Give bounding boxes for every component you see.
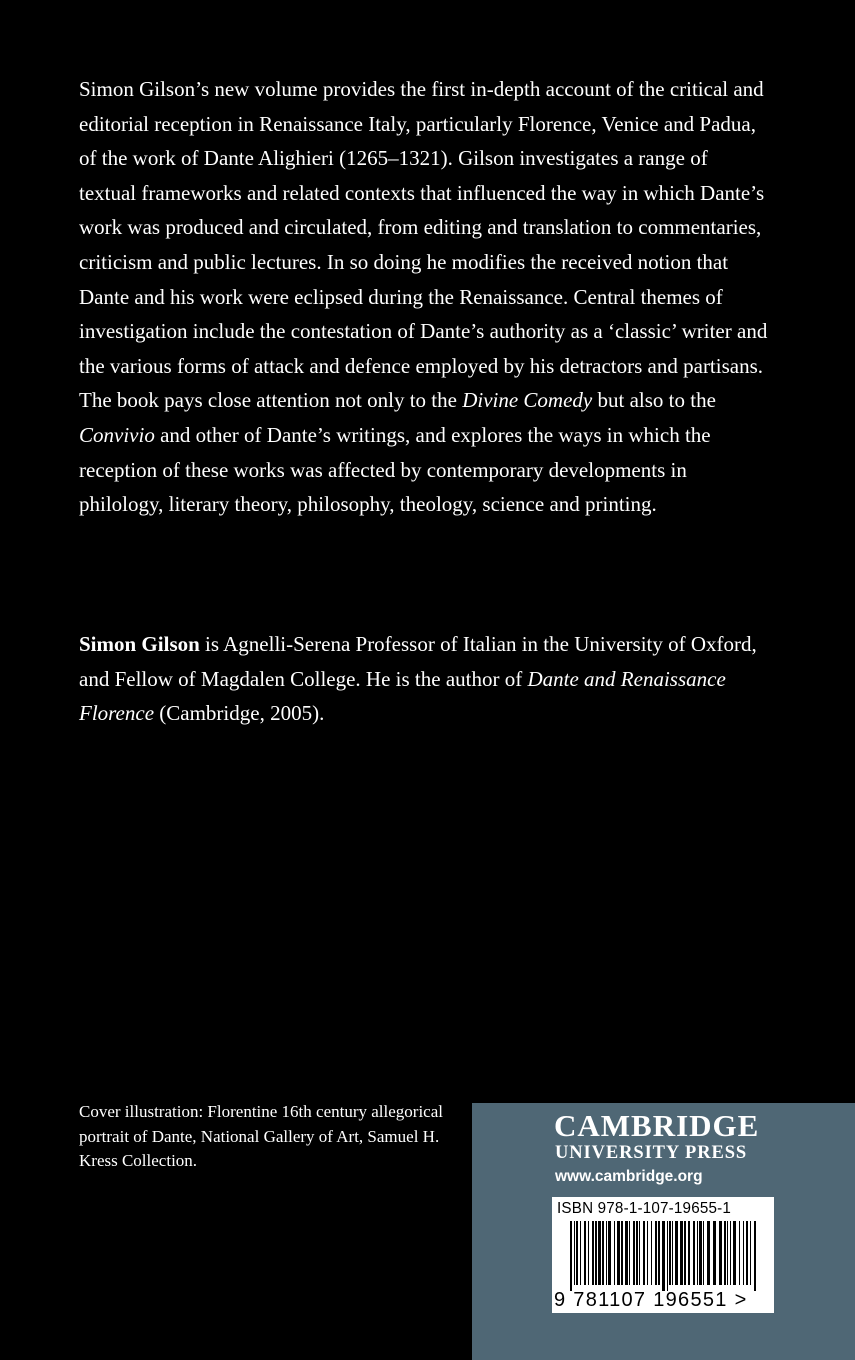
author-name: Simon Gilson	[79, 632, 200, 656]
barcode-bar	[617, 1221, 620, 1285]
barcode-bar	[750, 1221, 751, 1285]
barcode-bar	[667, 1221, 668, 1291]
barcode-bar	[719, 1221, 722, 1285]
barcode-bar	[739, 1221, 740, 1285]
barcode-bar	[592, 1221, 594, 1285]
barcode-bar	[675, 1221, 678, 1285]
barcode-bar	[602, 1221, 604, 1285]
barcode-bar	[606, 1221, 607, 1285]
barcode-bar	[727, 1221, 728, 1285]
barcode-bar	[598, 1221, 601, 1285]
bio-text-1: is Agnelli-Serena Professor of Italian in the University of Oxford, and Fellow of Magdalen College. He is the author of	[79, 632, 757, 691]
barcode-bar	[672, 1221, 673, 1285]
isbn-label: ISBN 978-1-107-19655-1	[557, 1200, 732, 1217]
author-bio	[79, 627, 769, 731]
barcode-bar	[693, 1221, 695, 1285]
barcode-bar	[754, 1221, 756, 1291]
isbn-barcode	[552, 1197, 774, 1313]
barcode-bar	[746, 1221, 748, 1285]
barcode-bar	[580, 1221, 581, 1285]
barcode-bar	[576, 1221, 578, 1285]
description-text-2: but also to the	[592, 388, 716, 413]
barcode-bar	[636, 1221, 638, 1285]
publisher-panel	[472, 1103, 855, 1360]
barcode-bar	[643, 1221, 645, 1285]
barcode-bar	[707, 1221, 710, 1285]
barcode-bar	[730, 1221, 731, 1285]
barcode-bar	[647, 1221, 648, 1285]
barcode-bar	[733, 1221, 736, 1285]
publisher-url: www.cambridge.org	[555, 1168, 703, 1185]
description-text-3: and other of Dante’s writings, and explores the ways in which the reception of these works was affected by contemporary developments in philology, literary theory, philosophy, theology, science and printing.	[79, 422, 711, 517]
barcode-bar	[588, 1221, 589, 1285]
bio-text-2: (Cambridge, 2005).	[154, 701, 325, 726]
barcode-bar	[743, 1221, 744, 1285]
title-divine-comedy: Divine Comedy	[462, 388, 593, 413]
barcode-bar	[651, 1221, 652, 1285]
author-book-title: Dante and Renaissance Florence	[79, 666, 726, 726]
barcode-bar	[724, 1221, 726, 1285]
barcode-bar	[669, 1221, 671, 1285]
barcode-bar	[658, 1221, 660, 1285]
barcode-digits: 9 781107 196551 >	[554, 1289, 748, 1311]
description-paragraph	[79, 72, 769, 522]
barcode-bar	[633, 1221, 635, 1285]
title-convivio: Convivio	[79, 422, 155, 447]
barcode-bar	[713, 1221, 716, 1285]
barcode-bar	[699, 1221, 702, 1285]
barcode-bar	[584, 1221, 586, 1285]
barcode-bar	[625, 1221, 628, 1285]
barcode-bar	[662, 1221, 665, 1291]
cover-illustration-credit: Cover illustration: Florentine 16th century allegorical portrait of Dante, National Gallery of Art, Samuel H. Kress Collection.	[79, 1102, 443, 1170]
book-description	[79, 72, 769, 522]
publisher-name: CAMBRIDGE	[554, 1108, 760, 1143]
barcode-bar	[703, 1221, 704, 1285]
barcode-bar	[595, 1221, 597, 1285]
barcode-bar	[621, 1221, 623, 1285]
barcode-bar	[684, 1221, 686, 1285]
publisher-subtitle: UNIVERSITY PRESS	[555, 1143, 748, 1163]
barcode-bar	[629, 1221, 630, 1285]
description-text-1: Simon Gilson’s new volume provides the first in-depth account of the critical and editorial reception in Renaissance Italy, particularly Florence, Venice and Padua, of the work of Dante Alighieri (1265–1321). Gilson investigates a range of textual frameworks and related contexts that influenced the way in which Dante’s work was produced and circulated, from editing and translation to commentaries, criticism and public lectures. In so doing he modifies the received notion that Dante and his work were eclipsed during the Renaissance. Central themes of investigation include the contestation of Dante’s authority as a ‘classic’ writer and the various forms of attack and defence employed by his detractors and partisans. The book pays close attention not only to the	[79, 77, 768, 413]
barcode-bar	[608, 1221, 611, 1285]
barcode-bar	[680, 1221, 683, 1285]
barcode-bar	[574, 1221, 575, 1285]
barcode-bar	[688, 1221, 690, 1285]
barcode-bar	[697, 1221, 698, 1285]
barcode-bar	[570, 1221, 572, 1291]
barcode-icon	[570, 1221, 760, 1291]
barcode-bar	[614, 1221, 615, 1285]
barcode-bar	[655, 1221, 657, 1285]
barcode-bar	[639, 1221, 640, 1285]
